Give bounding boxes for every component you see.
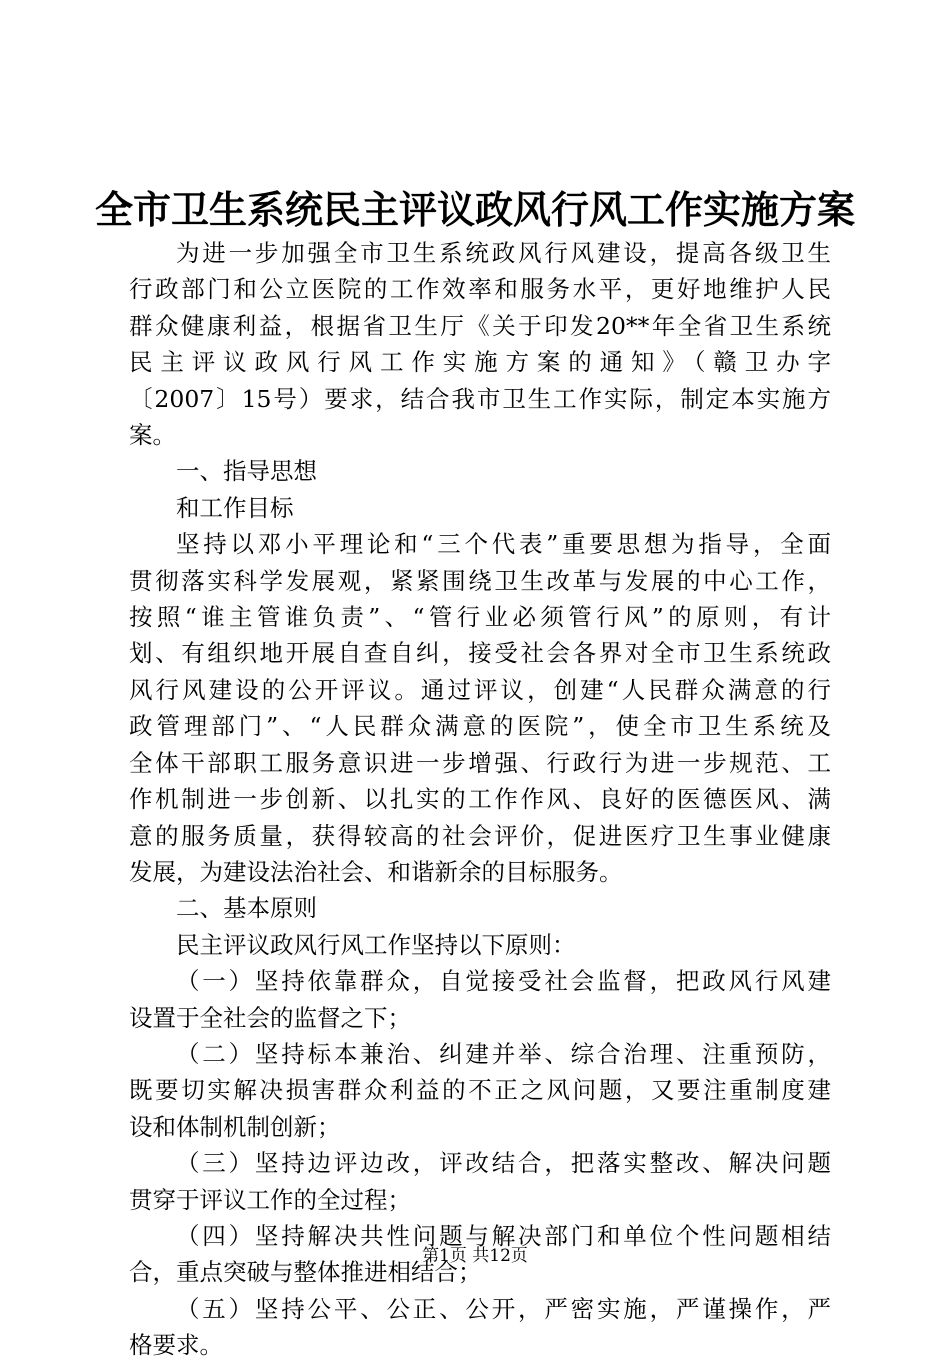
body-line: 贯穿于评议工作的全过程；: [129, 1185, 411, 1214]
body-line: 群众健康利益，根据省卫生厅《关于印发20**年全省卫生系统: [129, 311, 831, 340]
body-line: 设置于全社会的监督之下；: [129, 1003, 411, 1032]
body-line: （五）坚持公平、公正、公开，严密实施，严谨操作，严: [176, 1294, 831, 1323]
body-line: 案。: [129, 421, 176, 450]
body-line: 和工作目标: [176, 493, 294, 522]
body-line: 设和体制机制创新；: [129, 1112, 341, 1141]
document-title: 全市卫生系统民主评议政风行风工作实施方案: [94, 187, 855, 232]
document-body: [129, 235, 831, 1364]
body-line: 按照“谁主管谁负责”、“管行业必须管行风”的原则，有计: [129, 603, 831, 632]
body-line: 民主评议政风行风工作坚持以下原则：: [176, 930, 576, 959]
body-line: 合，重点突破与整体推进相结合；: [129, 1258, 482, 1287]
body-line: 二、基本原则: [176, 894, 317, 923]
body-line: 为进一步加强全市卫生系统政风行风建设，提高各级卫生: [176, 239, 831, 267]
page-footer: 第1页 共12页: [422, 1246, 528, 1266]
body-line: 坚持以邓小平理论和“三个代表”重要思想为指导，全面: [176, 530, 831, 559]
body-line: 意的服务质量，获得较高的社会评价，促进医疗卫生事业健康: [129, 821, 831, 850]
body-line: 划、有组织地开展自查自纠，接受社会各界对全市卫生系统政: [129, 639, 831, 668]
body-line: 发展，为建设法治社会、和谐新余的目标服务。: [129, 857, 623, 886]
body-line: 既要切实解决损害群众利益的不正之风问题，又要注重制度建: [129, 1076, 831, 1105]
body-line: 一、指导思想: [176, 457, 317, 486]
body-line: 行政部门和公立医院的工作效率和服务水平，更好地维护人民: [129, 275, 831, 304]
body-line: （三）坚持边评边改，评改结合，把落实整改、解决问题: [176, 1149, 831, 1178]
body-line: 作机制进一步创新、以扎实的工作作风、良好的医德医风、满: [129, 785, 831, 814]
body-line: 〔2007〕15号）要求，结合我市卫生工作实际，制定本实施方: [129, 384, 831, 413]
body-line: 风行风建设的公开评议。通过评议，创建“人民群众满意的行: [129, 675, 831, 704]
body-line: 政管理部门”、“人民群众满意的医院”，使全市卫生系统及: [129, 712, 831, 741]
body-line: （四）坚持解决共性问题与解决部门和单位个性问题相结: [176, 1221, 831, 1250]
body-line: 全体干部职工服务意识进一步增强、行政行为进一步规范、工: [129, 748, 831, 777]
body-line: 格要求。: [129, 1331, 223, 1360]
body-line: （一）坚持依靠群众，自觉接受社会监督，把政风行风建: [176, 967, 831, 996]
body-line: 贯彻落实科学发展观，紧紧围绕卫生改革与发展的中心工作，: [129, 566, 831, 595]
body-line: （二）坚持标本兼治、纠建并举、综合治理、注重预防，: [176, 1039, 831, 1068]
body-line: 民主评议政风行风工作实施方案的通知》（赣卫办字: [129, 348, 831, 377]
